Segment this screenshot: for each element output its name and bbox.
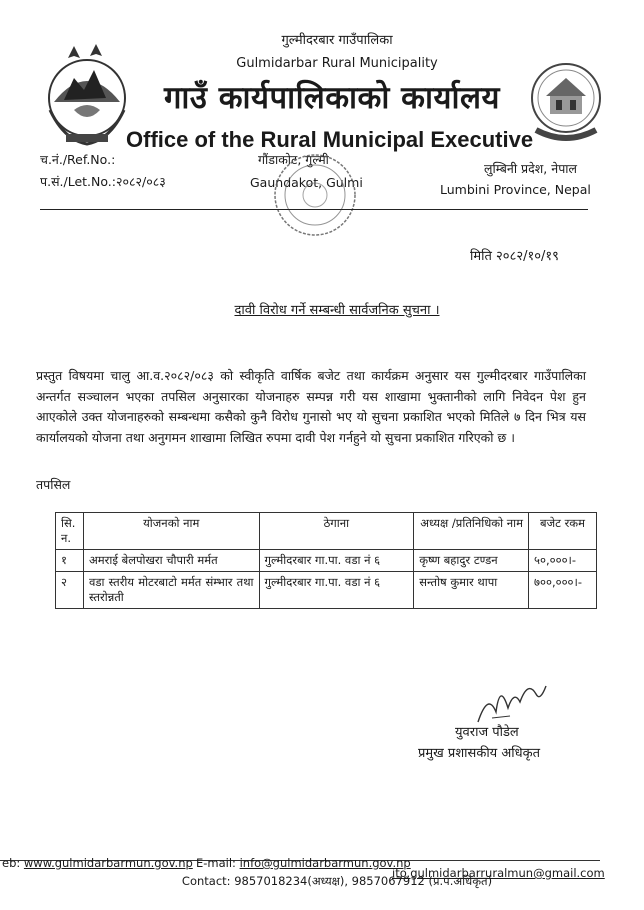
cell-address: गुल्मीदरबार गा.पा. वडा नं ६ xyxy=(259,550,414,572)
cell-project: वडा स्तरीय मोटरबाटो मर्मत संम्भार तथा स्तरोन्नती xyxy=(83,572,259,609)
cell-budget: ५०,०००।- xyxy=(529,550,597,572)
office-title-np: गाउँ कार्यपालिकाको कार्यालय xyxy=(163,80,501,116)
cell-serial: २ xyxy=(56,572,84,609)
header-divider xyxy=(40,209,588,210)
cell-address: गुल्मीदरबार गा.पा. वडा नं ६ xyxy=(259,572,414,609)
notice-body: प्रस्तुत विषयमा चालु आ.व.२०८२/०८३ को स्वीकृति वार्षिक बजेट तथा कार्यक्रम अनुसार यस गुल्मीदरबार गाउँपालिका अन्तर्गत सञ्चालन भएका तपसिल अनुसारका योजनाहरु सम्पन्न गरी यस शाखामा भुक्तानीको लागि निवेदन पेश हुन आएकोले उक्त योजनाहरुको सम्बन्धमा कसैको कुनै विरोध गुनासो भए यो सुचना प्रकाशित भएको मितिले ७ दिन भित्र यस कार्यालयको योजना तथा अनुगमन शाखामा लिखित रुपमा दावी पेश गर्नहुने यो सुचना प्रकाशित गरिएको छ । xyxy=(36,368,586,445)
municipality-name-np: गुल्मीदरबार गाउँपालिका xyxy=(281,33,393,48)
details-label: तपसिल xyxy=(36,477,71,492)
subject-heading: दावी विरोध गर्ने सम्बन्धी सार्वजनिक सुचना । xyxy=(234,303,440,318)
email2-link[interactable]: ito.gulmidarbarruralmun@gmail.com xyxy=(392,866,605,880)
cell-budget: ७००,०००।- xyxy=(529,572,597,609)
table-row xyxy=(56,572,597,609)
web-label: eb: xyxy=(2,856,21,870)
cell-serial: १ xyxy=(56,550,84,572)
document-date: मिति २०८२/१०/१९ xyxy=(470,249,559,264)
col-header-chair: अध्यक्ष /प्रतिनिधिको नाम xyxy=(414,513,529,550)
place-np: गौंडाकोट, गुल्मी xyxy=(258,152,329,167)
signer-title: प्रमुख प्रशासकीय अधिकृत xyxy=(418,746,541,761)
footer-web xyxy=(2,856,193,870)
project-table xyxy=(55,512,597,609)
province-np: लुम्बिनी प्रदेश, नेपाल xyxy=(484,161,578,176)
email-label: E-mail: xyxy=(196,856,236,870)
col-header-address: ठेगाना xyxy=(259,513,414,550)
col-header-budget: बजेट रकम xyxy=(529,513,597,550)
municipality-name-en: Gulmidarbar Rural Municipality xyxy=(236,56,438,71)
cell-chair: सन्तोष कुमार थापा xyxy=(414,572,529,609)
footer-email xyxy=(196,856,411,870)
signer-name: युवराज पौडेल xyxy=(455,725,519,740)
table-header-row xyxy=(56,513,597,550)
office-title-en: Office of the Rural Municipal Executive xyxy=(126,127,534,152)
footer-contact: Contact: 9857018234(अध्यक्ष), 9857067912 (प्र.प.अधिकृत) xyxy=(181,874,493,888)
email-link[interactable]: info@gulmidarbarmun.gov.np xyxy=(239,856,411,870)
col-header-serial: सि. न. xyxy=(56,513,84,550)
cell-chair: कृष्ण बहादुर टण्डन xyxy=(414,550,529,572)
office-stamp xyxy=(270,150,360,240)
letter-number: प.सं./Let.No.:२०८२/०८३ xyxy=(40,174,166,189)
table-row xyxy=(56,550,597,572)
cell-project: अमराई बेलपोखरा चौपारी मर्मत xyxy=(83,550,259,572)
col-header-project: योजनको नाम xyxy=(83,513,259,550)
ref-number: च.नं./Ref.No.: xyxy=(40,152,116,167)
website-link[interactable]: www.gulmidarbarmun.gov.np xyxy=(23,856,193,870)
province-en: Lumbini Province, Nepal xyxy=(440,182,591,197)
place-en: Gaundakot, Gulmi xyxy=(250,175,363,190)
